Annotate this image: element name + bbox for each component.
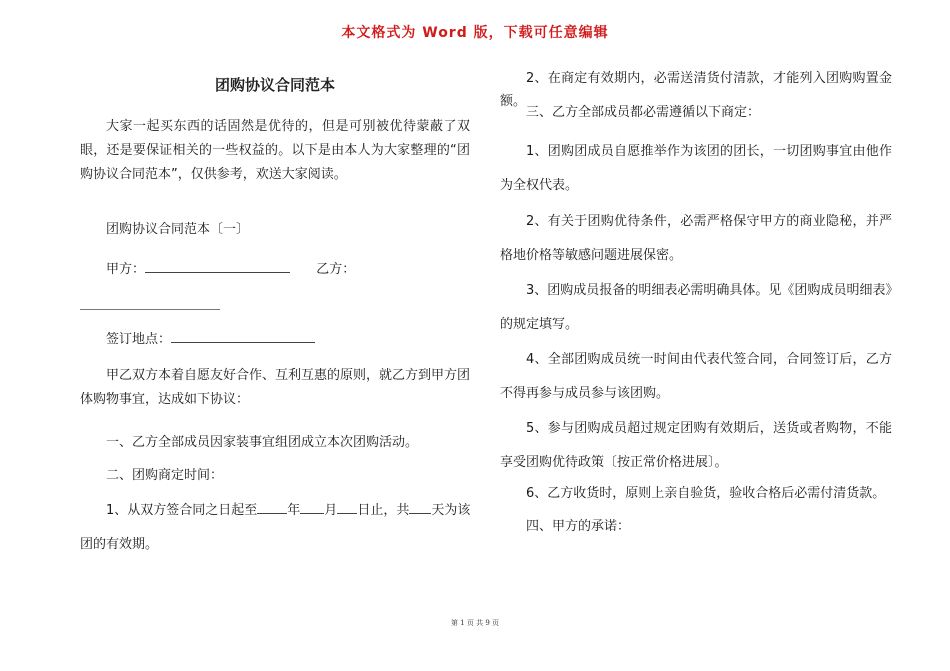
intro-paragraph: 大家一起买东西的话固然是优待的，但是可别被优待蒙蔽了双眼，还是要保证相关的一些权益的。以下是由本人为大家整理的“团购协议合同范本”，仅供参考，欢送大家阅读。 xyxy=(80,119,470,182)
end-day-blank[interactable] xyxy=(337,499,357,514)
day-label: 日止，共 xyxy=(357,503,410,518)
clause-1: 一、乙方全部成员因家装事宜组团成立本次团购活动。 xyxy=(106,435,419,450)
rule-2: 2、有关于团购优待条件，必需严格保守甲方的商业隐秘，并严格地价格等敏感问题进展保密。 xyxy=(500,214,892,263)
end-year-blank[interactable] xyxy=(257,499,287,514)
rule-5: 5、参与团购成员超过规定团购有效期后，送货或者购物，不能享受团购优待政策〔按正常价格进展〕。 xyxy=(500,421,892,470)
end-month-blank[interactable] xyxy=(300,499,324,514)
month-label: 月 xyxy=(324,503,338,518)
party-a-label: 甲方： xyxy=(106,262,146,277)
preamble-paragraph: 甲乙双方本着自愿友好合作、互利互惠的原则，就乙方到甲方团体购物事宜，达成如下协议： xyxy=(80,368,471,407)
year-label: 年 xyxy=(287,503,301,518)
word-format-banner: 本文格式为 Word 版，下载可任意编辑 xyxy=(341,25,609,41)
party-b-blank[interactable] xyxy=(80,309,220,310)
clause-4: 四、甲方的承诺： xyxy=(526,519,631,534)
party-a-blank[interactable] xyxy=(145,258,290,273)
clause-3: 三、乙方全部成员都必需遵循以下商定： xyxy=(526,105,761,120)
page-number-footer: 第 1 页 共 9 页 xyxy=(450,619,500,627)
item-1-line xyxy=(106,499,476,522)
item-2: 2、在商定有效期内，必需送清货付清款，才能列入团购购置金额。 xyxy=(500,71,892,109)
sign-place-blank[interactable] xyxy=(171,328,315,343)
sign-place-label: 签订地点： xyxy=(106,332,172,347)
contract-subtitle: 团购协议合同范本〔一〕 xyxy=(106,222,250,237)
party-b-label: 乙方： xyxy=(316,262,356,277)
total-days-blank[interactable] xyxy=(409,499,431,514)
clause-2: 二、团购商定时间： xyxy=(106,468,224,483)
item-1-continuation: 团的有效期。 xyxy=(80,537,159,552)
rule-4: 4、全部团购成员统一时间由代表代签合同，合同签订后，乙方不得再参与成员参与该团购。 xyxy=(500,352,892,401)
document-title: 团购协议合同范本 xyxy=(214,76,335,94)
party-line xyxy=(106,258,476,281)
sign-place-line xyxy=(106,328,476,351)
rule-3: 3、团购成员报备的明细表必需明确具体。见《团购成员明细表》的规定填写。 xyxy=(500,283,892,332)
rule-6: 6、乙方收货时，原则上亲自验货，验收合格后必需付清货款。 xyxy=(526,486,886,501)
item-1-end: 天为该 xyxy=(431,503,471,518)
item-1-start: 1、从双方签合同之日起至 xyxy=(106,503,258,518)
rule-1: 1、团购团成员自愿推举作为该团的团长，一切团购事宜由他作为全权代表。 xyxy=(500,144,892,193)
